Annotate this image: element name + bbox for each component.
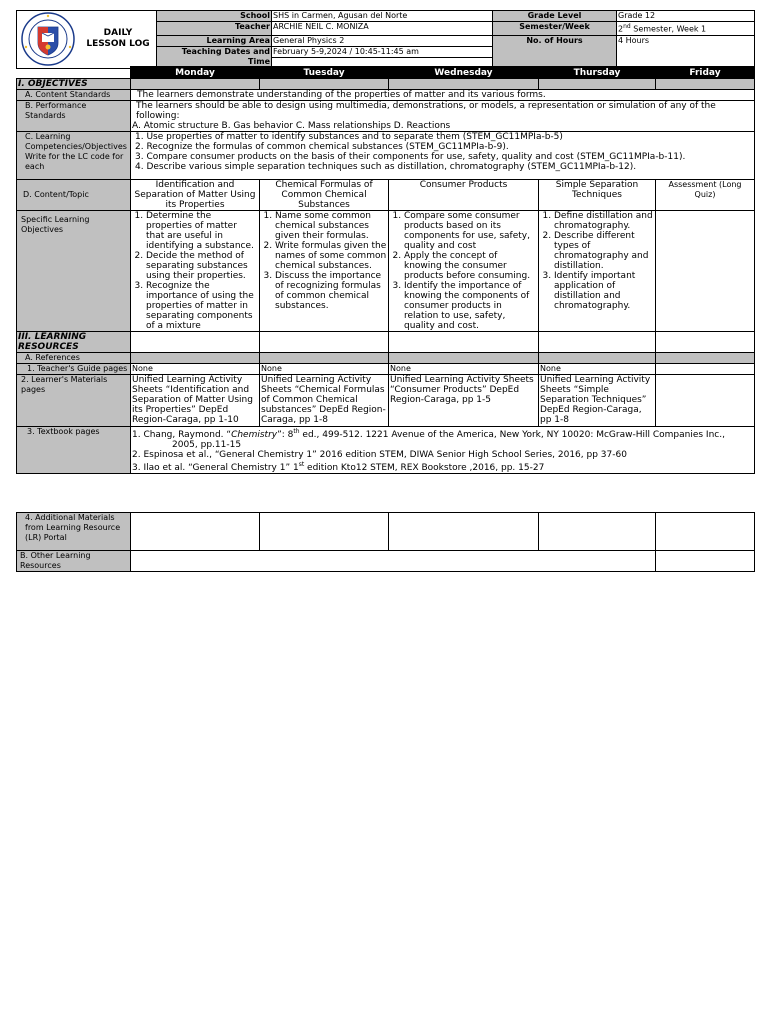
area-label: Learning Area — [157, 35, 272, 46]
day-monday: Monday — [131, 67, 260, 79]
school-label: School — [157, 11, 272, 22]
specific-wednesday — [389, 211, 539, 332]
lesson-table — [16, 66, 755, 474]
add-cell — [656, 513, 755, 551]
tg-wednesday: None — [389, 364, 539, 375]
content-standards-label: A. Content Standards — [17, 90, 131, 101]
list-item: 3. Discuss the importance of recognizing formulas of common chemical substances. — [275, 271, 387, 311]
ref-cell — [131, 353, 260, 364]
add-cell — [389, 513, 539, 551]
ref-cell — [656, 353, 755, 364]
textbook-1-pages: 2005, pp.11-15 — [172, 440, 242, 450]
content-standards: The learners demonstrate understanding of the properties of matter and its various forms. — [131, 90, 755, 101]
performance-standards — [131, 101, 755, 132]
obj-cell — [656, 79, 755, 90]
lm-tuesday: Unified Learning Activity Sheets “Chemical Formulas of Common Chemical substances” DepEd Region-Caraga, pp 1-8 — [260, 375, 389, 427]
obj-cell — [539, 79, 656, 90]
performance-list: A. Atomic structure B. Gas behavior C. Mass relationships D. Reactions — [132, 121, 451, 131]
tg-monday: None — [131, 364, 260, 375]
lm-label: 2. Learner's Materials pages — [17, 375, 131, 427]
tb3-part: edition Kto12 STEM, REX Bookstore ,2016, pp. 15-27 — [304, 463, 545, 473]
specific-objectives-label: Specific Learning Objectives — [17, 211, 131, 332]
teacher-value: ARCHIE NEIL C. MONIZA — [272, 22, 493, 36]
list-item: 2. Describe different types of chromatography and distillation. — [554, 231, 654, 271]
content-topic-label: D. Content/Topic — [17, 180, 131, 211]
textbook-2: 2. Espinosa et al., “General Chemistry 1” 2016 edition STEM, DIWA Senior High School Series, 2016, pp 37-60 — [132, 450, 627, 460]
lm-thursday: Unified Learning Activity Sheets “Simple Separation Techniques” DepEd Region-Caraga, pp 1-8 — [539, 375, 656, 427]
list-item: 3. Recognize the importance of using the properties of matter in separating components of a mixture — [146, 281, 258, 331]
area-value: General Physics 2 — [272, 35, 493, 46]
add-cell — [131, 513, 260, 551]
semester-text: Semester, Week 1 — [630, 24, 707, 34]
references-label: A. References — [17, 353, 131, 364]
semester-label: Semester/Week — [493, 22, 617, 36]
ref-cell — [539, 353, 656, 364]
add-cell — [539, 513, 656, 551]
obj-cell — [131, 79, 260, 90]
performance-label: B. Performance Standards — [17, 101, 131, 132]
performance-text: The learners should be able to design using multimedia, demonstrations, or models, a representation or simulation of any of the following: — [136, 101, 716, 121]
ref-cell — [260, 353, 389, 364]
tb1-part: 1. Chang, Raymond. “ — [132, 430, 232, 440]
other-resources-label: B. Other Learning Resources — [17, 551, 131, 572]
competency-item: 1. Use properties of matter to identify substances and to separate them (STEM_GC11MPIa-b-5) — [135, 132, 563, 142]
list-item: 1. Define distillation and chromatography. — [554, 211, 654, 231]
textbook-3 — [132, 460, 753, 473]
res-cell — [131, 332, 260, 353]
list-item: 1. Compare some consumer products based on its components for use, safety, quality and cost — [404, 211, 537, 251]
deped-seal-icon — [18, 11, 78, 67]
tb1-part: ed., 499-512. 1221 Avenue of the America, New York, NY 10020: McGraw-Hill Companies Inc., — [299, 430, 725, 440]
res-cell — [656, 332, 755, 353]
res-cell — [260, 332, 389, 353]
tb3-sup: st — [298, 461, 305, 468]
competency-item: 2. Recognize the formulas of common chemical substances (STEM_GC11MPIa-b-9). — [135, 142, 509, 152]
res-cell — [389, 332, 539, 353]
specific-tuesday — [260, 211, 389, 332]
grade-value: Grade 12 — [617, 11, 755, 22]
grade-label: Grade Level — [493, 11, 617, 22]
specific-friday — [656, 211, 755, 332]
list-item: 2. Write formulas given the names of some common chemical substances. — [275, 241, 387, 271]
tb1-part: ”: 8 — [277, 430, 294, 440]
topic-tuesday: Chemical Formulas of Common Chemical Substances — [260, 180, 389, 211]
topic-wednesday: Consumer Products — [389, 180, 539, 211]
ref-cell — [389, 353, 539, 364]
competency-item: 4. Describe various simple separation techniques such as distillation, chromatography (STEM_GC11MPIa-b-12). — [135, 162, 637, 172]
objectives-heading: I. OBJECTIVES — [17, 79, 131, 90]
obj-cell — [260, 79, 389, 90]
day-wednesday: Wednesday — [389, 67, 539, 79]
other-cell — [656, 551, 755, 572]
teacher-label: Teacher — [157, 22, 272, 36]
semester-number: 2 — [618, 24, 624, 34]
header-table — [16, 10, 755, 69]
dates-value: February 5-9,2024 / 10:45-11:45 am — [272, 46, 493, 57]
competency-item: 3. Compare consumer products on the basis of their components for use, safety, quality and cost (STEM_GC11MPIa-b-11). — [135, 152, 686, 162]
tb1-sup: th — [293, 428, 300, 435]
logo-cell — [17, 11, 157, 69]
tg-tuesday: None — [260, 364, 389, 375]
list-item: 1. Determine the properties of matter that are useful in identifying a substance. — [146, 211, 258, 251]
page-title: DAILY LESSON LOG — [86, 28, 150, 50]
tb3-part: 3. Ilao et al. “General Chemistry 1” 1 — [132, 463, 299, 473]
hours-value: 4 Hours — [617, 35, 755, 68]
topic-monday: Identification and Separation of Matter Using its Properties — [131, 180, 260, 211]
list-item: 1. Name some common chemical substances given their formulas. — [275, 211, 387, 241]
lower-table — [16, 512, 755, 572]
topic-thursday: Simple Separation Techniques — [539, 180, 656, 211]
textbook-label: 3. Textbook pages — [17, 427, 131, 474]
semester-value — [617, 22, 755, 36]
lm-friday — [656, 375, 755, 427]
tg-label: 1. Teacher's Guide pages — [17, 364, 131, 375]
tg-friday — [656, 364, 755, 375]
resources-heading: III. LEARNING RESOURCES — [17, 332, 131, 353]
specific-thursday — [539, 211, 656, 332]
list-item: 2. Decide the method of separating substances using their properties. — [146, 251, 258, 281]
textbook-references — [131, 427, 755, 474]
lm-wednesday: Unified Learning Activity Sheets “Consumer Products” DepEd Region-Caraga, pp 1-5 — [389, 375, 539, 427]
lm-monday: Unified Learning Activity Sheets “Identification and Separation of Matter Using its Properties” DepEd Region-Caraga, pp 1-10 — [131, 375, 260, 427]
specific-monday — [131, 211, 260, 332]
topic-friday: Assessment (Long Quiz) — [656, 180, 755, 211]
day-tuesday: Tuesday — [260, 67, 389, 79]
competencies — [131, 132, 755, 180]
add-cell — [260, 513, 389, 551]
day-friday: Friday — [656, 67, 755, 79]
other-cell — [131, 551, 656, 572]
dates-label: Teaching Dates and Time — [157, 46, 272, 68]
list-item: 2. Apply the concept of knowing the consumer products before consuming. — [404, 251, 537, 281]
tg-thursday: None — [539, 364, 656, 375]
school-value: SHS in Carmen, Agusan del Norte — [272, 11, 493, 22]
res-cell — [539, 332, 656, 353]
hours-label: No. of Hours — [493, 35, 617, 68]
tb1-title: Chemistry — [231, 430, 278, 440]
obj-cell — [389, 79, 539, 90]
semester-suffix: nd — [623, 23, 631, 30]
textbook-1 — [132, 427, 753, 440]
day-header-spacer — [17, 67, 131, 79]
competencies-label: C. Learning Competencies/Objectives Write for the LC code for each — [17, 132, 131, 180]
list-item: 3. Identify important application of distillation and chromatography. — [554, 271, 654, 311]
list-item: 3. Identify the importance of knowing the components of consumer products in relation to use, safety, quality and cost. — [404, 281, 537, 331]
additional-materials-label: 4. Additional Materials from Learning Resource (LR) Portal — [17, 513, 131, 551]
day-thursday: Thursday — [539, 67, 656, 79]
